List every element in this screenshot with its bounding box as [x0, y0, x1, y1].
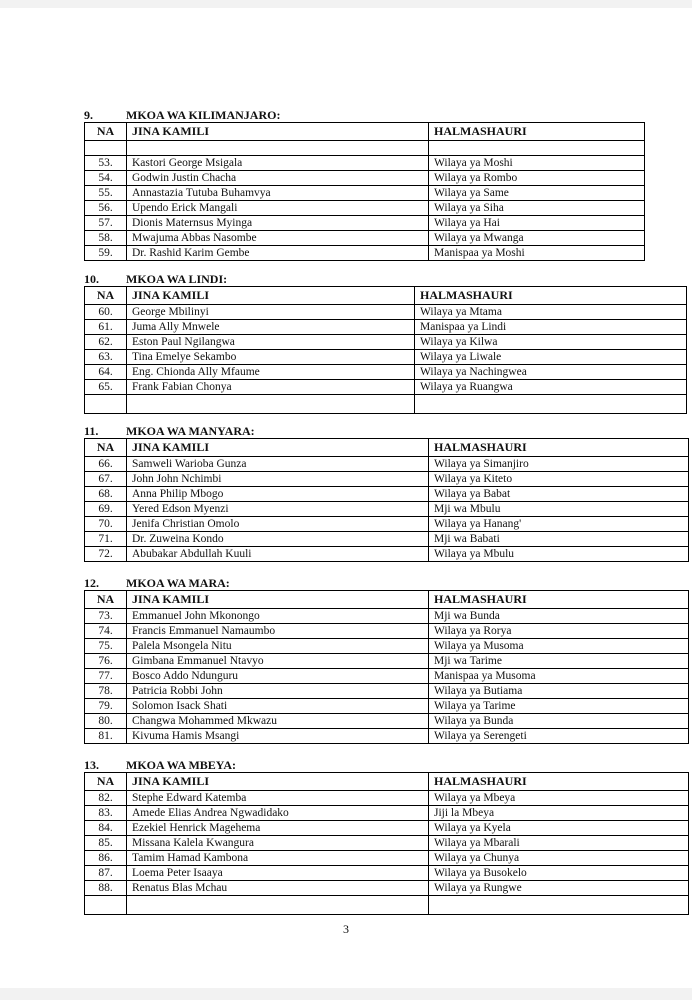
row-council: Wilaya ya Same [429, 186, 645, 201]
row-number: 69. [85, 502, 127, 517]
row-number: 65. [85, 380, 127, 395]
header-council: HALMASHAURI [429, 773, 689, 791]
section-heading [84, 424, 689, 438]
row-number: 54. [85, 171, 127, 186]
table-row [85, 532, 689, 547]
row-council: Wilaya ya Kyela [429, 821, 689, 836]
row-council: Wilaya ya Nachingwea [415, 365, 687, 380]
table-row [85, 684, 689, 699]
header-council: HALMASHAURI [429, 439, 689, 457]
section-title: MKOA WA LINDI: [126, 272, 228, 286]
table-row [85, 186, 645, 201]
row-name: Kastori George Msigala [127, 156, 429, 171]
header-na: NA [85, 591, 127, 609]
row-name: Loema Peter Isaaya [127, 866, 429, 881]
table-row [85, 806, 689, 821]
table-row [85, 246, 645, 261]
row-name: Eng. Chionda Ally Mfaume [127, 365, 415, 380]
table-row [85, 365, 687, 380]
section-title: MKOA WA MARA: [126, 576, 230, 590]
table-row [85, 472, 689, 487]
table-spacer-row [85, 141, 645, 156]
row-name: Upendo Erick Mangali [127, 201, 429, 216]
row-number: 80. [85, 714, 127, 729]
row-number: 88. [85, 881, 127, 896]
row-council: Wilaya ya Tarime [429, 699, 689, 714]
row-number: 56. [85, 201, 127, 216]
table-row [85, 851, 689, 866]
table-row [85, 380, 687, 395]
table-row [85, 487, 689, 502]
members-table [84, 438, 689, 562]
row-council: Wilaya ya Siha [429, 201, 645, 216]
table-row [85, 866, 689, 881]
row-name: Dr. Rashid Karim Gembe [127, 246, 429, 261]
table-row [85, 231, 645, 246]
row-number: 76. [85, 654, 127, 669]
table-row [85, 502, 689, 517]
row-council: Manispaa ya Lindi [415, 320, 687, 335]
row-name: George Mbilinyi [127, 305, 415, 320]
row-name: Abubakar Abdullah Kuuli [127, 547, 429, 562]
row-number: 57. [85, 216, 127, 231]
row-number: 84. [85, 821, 127, 836]
row-council: Mji wa Babati [429, 532, 689, 547]
table-row [85, 881, 689, 896]
row-council: Wilaya ya Hai [429, 216, 645, 231]
table-row [85, 609, 689, 624]
row-council: Wilaya ya Moshi [429, 156, 645, 171]
section-title: MKOA WA MBEYA: [126, 758, 237, 772]
table-row [85, 457, 689, 472]
page-number: 3 [343, 922, 349, 936]
row-name: Eston Paul Ngilangwa [127, 335, 415, 350]
row-name: Patricia Robbi John [127, 684, 429, 699]
table-header-row [85, 123, 645, 141]
table-row [85, 791, 689, 806]
row-council: Jiji la Mbeya [429, 806, 689, 821]
row-council: Wilaya ya Kilwa [415, 335, 687, 350]
section-manyara [84, 424, 689, 562]
table-row [85, 624, 689, 639]
header-council: HALMASHAURI [415, 287, 687, 305]
row-name: Palela Msongela Nitu [127, 639, 429, 654]
row-number: 67. [85, 472, 127, 487]
row-number: 55. [85, 186, 127, 201]
row-number: 72. [85, 547, 127, 562]
row-council: Wilaya ya Chunya [429, 851, 689, 866]
section-number: 11. [84, 424, 99, 438]
table-row [85, 639, 689, 654]
row-council: Wilaya ya Mbulu [429, 547, 689, 562]
row-name: Frank Fabian Chonya [127, 380, 415, 395]
row-name: Stephe Edward Katemba [127, 791, 429, 806]
row-name: Solomon Isack Shati [127, 699, 429, 714]
row-name: Jenifa Christian Omolo [127, 517, 429, 532]
row-council: Wilaya ya Busokelo [429, 866, 689, 881]
row-name: Changwa Mohammed Mkwazu [127, 714, 429, 729]
row-number: 86. [85, 851, 127, 866]
members-table [84, 590, 689, 744]
section-number: 9. [84, 108, 93, 122]
row-number: 70. [85, 517, 127, 532]
document-page [0, 8, 692, 988]
header-na: NA [85, 773, 127, 791]
row-name: Missana Kalela Kwangura [127, 836, 429, 851]
row-number: 63. [85, 350, 127, 365]
row-council: Wilaya ya Bunda [429, 714, 689, 729]
table-header-row [85, 591, 689, 609]
header-council: HALMASHAURI [429, 591, 689, 609]
row-council: Manispaa ya Moshi [429, 246, 645, 261]
row-council: Wilaya ya Musoma [429, 639, 689, 654]
row-number: 83. [85, 806, 127, 821]
row-name: Emmanuel John Mkonongo [127, 609, 429, 624]
table-row [85, 821, 689, 836]
section-mbeya [84, 758, 689, 915]
row-name: Kivuma Hamis Msangi [127, 729, 429, 744]
row-council: Wilaya ya Hanang' [429, 517, 689, 532]
row-council: Wilaya ya Liwale [415, 350, 687, 365]
section-heading [84, 272, 687, 286]
table-row [85, 547, 689, 562]
table-row [85, 156, 645, 171]
row-name: Dr. Zuweina Kondo [127, 532, 429, 547]
row-council: Wilaya ya Mtama [415, 305, 687, 320]
row-name: Gimbana Emmanuel Ntavyo [127, 654, 429, 669]
row-number: 68. [85, 487, 127, 502]
row-name: Anna Philip Mbogo [127, 487, 429, 502]
members-table [84, 772, 689, 915]
members-table [84, 122, 645, 261]
header-name: JINA KAMILI [127, 591, 429, 609]
row-number: 53. [85, 156, 127, 171]
section-mara [84, 576, 689, 744]
row-number: 59. [85, 246, 127, 261]
row-council: Wilaya ya Rungwe [429, 881, 689, 896]
row-name: Tamim Hamad Kambona [127, 851, 429, 866]
row-number: 73. [85, 609, 127, 624]
row-number: 74. [85, 624, 127, 639]
header-na: NA [85, 123, 127, 141]
table-header-row [85, 287, 687, 305]
section-lindi [84, 272, 687, 414]
table-row [85, 335, 687, 350]
row-name: John John Nchimbi [127, 472, 429, 487]
row-name: Francis Emmanuel Namaumbo [127, 624, 429, 639]
section-title: MKOA WA KILIMANJARO: [126, 108, 281, 122]
row-name: Samweli Warioba Gunza [127, 457, 429, 472]
row-number: 61. [85, 320, 127, 335]
row-number: 66. [85, 457, 127, 472]
row-name: Mwajuma Abbas Nasombe [127, 231, 429, 246]
row-council: Wilaya ya Babat [429, 487, 689, 502]
table-row [85, 350, 687, 365]
table-empty-row [85, 896, 689, 915]
table-row [85, 320, 687, 335]
row-council: Wilaya ya Ruangwa [415, 380, 687, 395]
section-kilimanjaro [84, 108, 645, 261]
row-council: Wilaya ya Rombo [429, 171, 645, 186]
header-name: JINA KAMILI [127, 287, 415, 305]
header-name: JINA KAMILI [127, 773, 429, 791]
row-name: Godwin Justin Chacha [127, 171, 429, 186]
section-number: 12. [84, 576, 99, 590]
row-name: Annastazia Tutuba Buhamvya [127, 186, 429, 201]
table-row [85, 654, 689, 669]
section-title: MKOA WA MANYARA: [126, 424, 255, 438]
row-number: 71. [85, 532, 127, 547]
table-row [85, 669, 689, 684]
header-council: HALMASHAURI [429, 123, 645, 141]
row-number: 62. [85, 335, 127, 350]
row-number: 79. [85, 699, 127, 714]
table-header-row [85, 773, 689, 791]
table-row [85, 714, 689, 729]
table-row [85, 305, 687, 320]
row-number: 78. [85, 684, 127, 699]
members-table [84, 286, 687, 414]
row-number: 81. [85, 729, 127, 744]
table-row [85, 729, 689, 744]
row-council: Wilaya ya Mbeya [429, 791, 689, 806]
table-row [85, 517, 689, 532]
row-council: Mji wa Tarime [429, 654, 689, 669]
section-number: 10. [84, 272, 99, 286]
header-name: JINA KAMILI [127, 123, 429, 141]
row-council: Wilaya ya Mwanga [429, 231, 645, 246]
row-number: 58. [85, 231, 127, 246]
row-number: 60. [85, 305, 127, 320]
row-name: Yered Edson Myenzi [127, 502, 429, 517]
row-name: Tina Emelye Sekambo [127, 350, 415, 365]
table-row [85, 201, 645, 216]
row-number: 64. [85, 365, 127, 380]
table-row [85, 836, 689, 851]
header-na: NA [85, 287, 127, 305]
row-name: Juma Ally Mnwele [127, 320, 415, 335]
header-na: NA [85, 439, 127, 457]
row-number: 82. [85, 791, 127, 806]
row-council: Wilaya ya Butiama [429, 684, 689, 699]
row-name: Amede Elias Andrea Ngwadidako [127, 806, 429, 821]
row-council: Mji wa Bunda [429, 609, 689, 624]
row-number: 77. [85, 669, 127, 684]
row-council: Wilaya ya Serengeti [429, 729, 689, 744]
row-council: Mji wa Mbulu [429, 502, 689, 517]
table-row [85, 171, 645, 186]
section-heading [84, 758, 689, 772]
row-name: Ezekiel Henrick Magehema [127, 821, 429, 836]
table-row [85, 699, 689, 714]
row-number: 87. [85, 866, 127, 881]
row-council: Wilaya ya Rorya [429, 624, 689, 639]
row-council: Wilaya ya Simanjiro [429, 457, 689, 472]
section-heading [84, 576, 689, 590]
row-council: Wilaya ya Kiteto [429, 472, 689, 487]
table-row [85, 216, 645, 231]
table-empty-row [85, 395, 687, 414]
row-council: Manispaa ya Musoma [429, 669, 689, 684]
row-number: 75. [85, 639, 127, 654]
section-heading [84, 108, 645, 122]
table-header-row [85, 439, 689, 457]
section-number: 13. [84, 758, 99, 772]
row-council: Wilaya ya Mbarali [429, 836, 689, 851]
row-name: Renatus Blas Mchau [127, 881, 429, 896]
row-name: Bosco Addo Ndunguru [127, 669, 429, 684]
header-name: JINA KAMILI [127, 439, 429, 457]
row-name: Dionis Maternsus Myinga [127, 216, 429, 231]
row-number: 85. [85, 836, 127, 851]
